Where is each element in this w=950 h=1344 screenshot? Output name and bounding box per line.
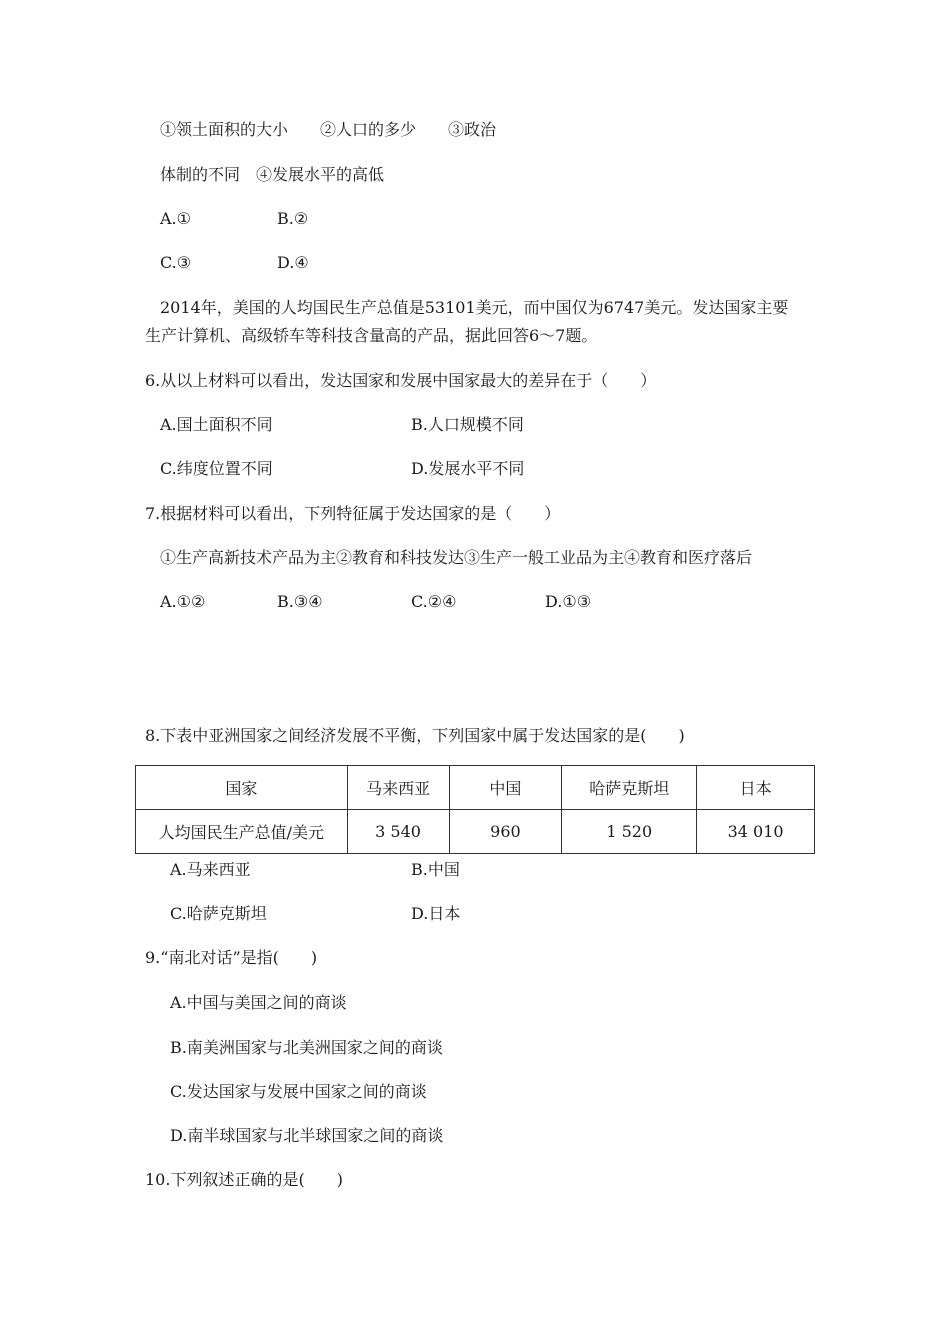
q8-option-d: D.日本 [411, 904, 461, 923]
q8-option-c: C.哈萨克斯坦 [170, 904, 267, 923]
table-header-cell: 日本 [697, 766, 815, 810]
q7-stem: 7.根据材料可以看出，下列特征属于发达国家的是（ ） [145, 504, 561, 523]
q9-option-d: D.南半球国家与北半球国家之间的商谈 [170, 1126, 444, 1145]
table-cell: 3 540 [347, 810, 449, 854]
q6-stem: 6.从以上材料可以看出，发达国家和发展中国家最大的差异在于（ ） [145, 371, 657, 390]
q6-option-a: A.国土面积不同 [160, 415, 273, 434]
intro-line-1: ①领土面积的大小 ②人口的多少 ③政治 [160, 120, 497, 139]
q7-option-b: B.③④ [277, 592, 323, 611]
q7-option-a: A.①② [160, 592, 206, 611]
table-header-cell: 马来西亚 [347, 766, 449, 810]
table-row [136, 810, 815, 854]
q9-option-b: B.南美洲国家与北美洲国家之间的商谈 [170, 1038, 443, 1057]
q8-option-b: B.中国 [411, 860, 460, 879]
table-cell: 34 010 [697, 810, 815, 854]
q6-option-d: D.发展水平不同 [411, 459, 525, 478]
material-line-1: 2014年，美国的人均国民生产总值是53101美元，而中国仅为6747美元。发达国家主要 [160, 298, 789, 317]
q7-option-c: C.②④ [411, 592, 457, 611]
q8-stem: 8.下表中亚洲国家之间经济发展不平衡，下列国家中属于发达国家的是( ) [145, 726, 685, 745]
table-header-row [136, 766, 815, 810]
table-cell: 人均国民生产总值/美元 [136, 810, 348, 854]
table-header-cell: 哈萨克斯坦 [562, 766, 697, 810]
q7-statements: ①生产高新技术产品为主②教育和科技发达③生产一般工业品为主④教育和医疗落后 [160, 548, 753, 567]
q6-option-c: C.纬度位置不同 [160, 459, 273, 478]
q9-stem: 9.“南北对话”是指( ) [145, 948, 318, 967]
intro-option-a: A.① [160, 209, 191, 228]
q9-option-c: C.发达国家与发展中国家之间的商谈 [170, 1082, 427, 1101]
intro-option-b: B.② [277, 209, 309, 228]
q10-stem: 10.下列叙述正确的是( ) [145, 1170, 343, 1189]
table-cell: 1 520 [562, 810, 697, 854]
table-header-cell: 中国 [449, 766, 562, 810]
table-cell: 960 [449, 810, 562, 854]
gdp-table [135, 765, 815, 854]
table-header-cell: 国家 [136, 766, 348, 810]
intro-option-c: C.③ [160, 253, 192, 272]
q7-option-d: D.①③ [545, 592, 592, 611]
intro-line-2: 体制的不同 ④发展水平的高低 [160, 165, 385, 184]
q9-option-a: A.中国与美国之间的商谈 [170, 993, 347, 1012]
material-line-2: 生产计算机、高级轿车等科技含量高的产品，据此回答6～7题。 [145, 326, 598, 345]
q8-option-a: A.马来西亚 [170, 860, 251, 879]
intro-option-d: D.④ [277, 253, 309, 272]
q6-option-b: B.人口规模不同 [411, 415, 524, 434]
